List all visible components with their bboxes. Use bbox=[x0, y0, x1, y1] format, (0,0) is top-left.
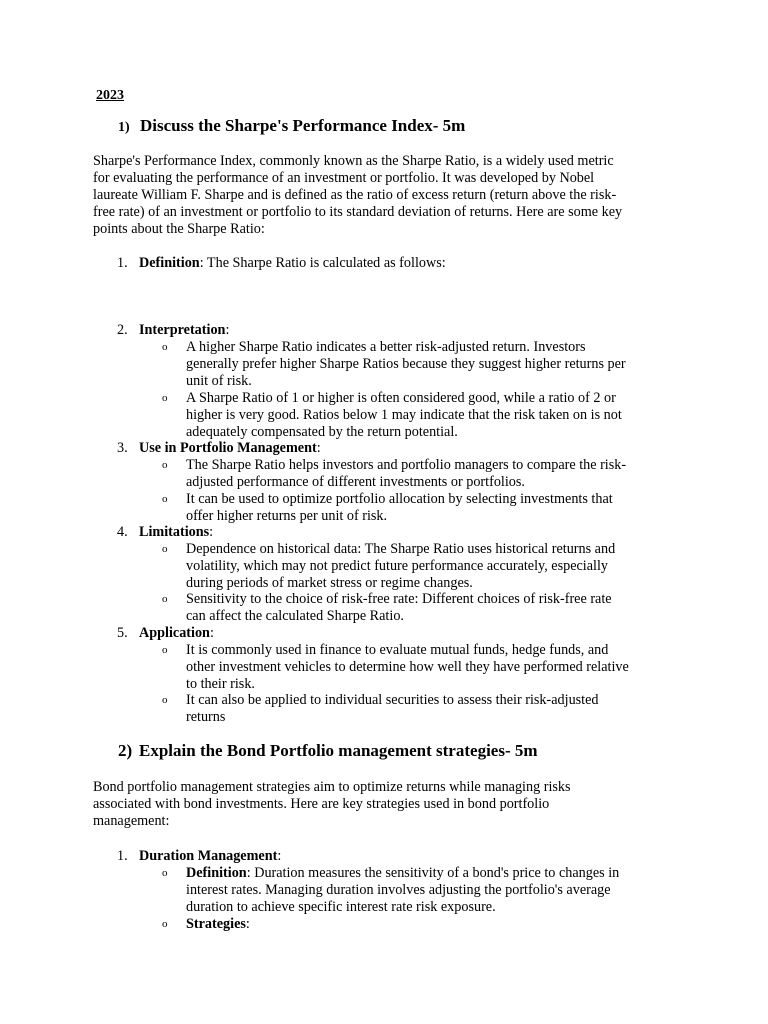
list-item-duration-management bbox=[117, 848, 281, 865]
question-title: Explain the Bond Portfolio management strategies- 5m bbox=[139, 741, 538, 760]
bullet-icon: o bbox=[162, 694, 168, 706]
text-line: The Sharpe Ratio helps investors and portfolio managers to compare the risk- bbox=[186, 457, 627, 473]
item-number: 3. bbox=[117, 440, 128, 456]
text-line: laureate William F. Sharpe and is defined as the ratio of excess return (return above the risk- bbox=[93, 187, 617, 203]
item-label: Application bbox=[139, 625, 210, 641]
text-line: offer higher returns per unit of risk. bbox=[186, 508, 388, 524]
item-number: 5. bbox=[117, 625, 128, 641]
item-label: Limitations bbox=[139, 524, 210, 540]
text-line: to their risk. bbox=[186, 676, 255, 692]
list-item-limitations bbox=[117, 524, 213, 541]
text-line: during periods of market stress or regime changes. bbox=[186, 575, 473, 591]
text-line: higher is very good. Ratios below 1 may indicate that the risk taken on is not bbox=[186, 407, 622, 423]
item-label: Use in Portfolio Management bbox=[139, 440, 317, 456]
item-text: : bbox=[209, 524, 214, 540]
item-text: : bbox=[225, 322, 230, 338]
question-number: 2) bbox=[118, 741, 133, 760]
text-line: volatility, which may not predict future performance accurately, especially bbox=[186, 558, 609, 574]
item-text: : bbox=[316, 440, 321, 456]
item-text: : bbox=[277, 848, 282, 864]
item-label: Strategies bbox=[186, 916, 246, 932]
text-line: unit of risk. bbox=[186, 373, 252, 389]
item-label: Duration Management bbox=[139, 848, 278, 864]
text-line: interest rates. Managing duration involves adjusting the portfolio's average bbox=[186, 882, 611, 898]
item-text: : The Sharpe Ratio is calculated as follows: bbox=[199, 255, 446, 271]
item-label: Definition bbox=[186, 865, 247, 881]
item-number: 4. bbox=[117, 524, 128, 540]
text-line: free rate) of an investment or portfolio to its standard deviation of returns. Here are some key bbox=[93, 204, 623, 220]
text-line: associated with bond investments. Here are key strategies used in bond portfolio bbox=[93, 796, 550, 812]
text-line: It can be used to optimize portfolio allocation by selecting investments that bbox=[186, 491, 613, 507]
text-line: other investment vehicles to determine how well they have performed relative bbox=[186, 659, 629, 675]
text-line: A higher Sharpe Ratio indicates a better risk-adjusted return. Investors bbox=[186, 339, 586, 355]
text-line: points about the Sharpe Ratio: bbox=[93, 221, 265, 237]
text-line: generally prefer higher Sharpe Ratios because they suggest higher returns per bbox=[186, 356, 626, 372]
list-item-definition bbox=[117, 255, 446, 272]
text-line: A Sharpe Ratio of 1 or higher is often considered good, while a ratio of 2 or bbox=[186, 390, 616, 406]
text-line: can affect the calculated Sharpe Ratio. bbox=[186, 608, 404, 624]
bullet-icon: o bbox=[162, 918, 168, 930]
bullet-icon: o bbox=[162, 341, 168, 353]
list-item-interpretation bbox=[117, 322, 229, 339]
text-line: management: bbox=[93, 813, 170, 829]
item-text: : bbox=[245, 916, 250, 932]
bullet-icon: o bbox=[162, 543, 168, 555]
question-number: 1) bbox=[118, 120, 130, 135]
bullet-icon: o bbox=[162, 644, 168, 656]
text-line: Dependence on historical data: The Sharpe Ratio uses historical returns and bbox=[186, 541, 616, 557]
q1-intro-paragraph bbox=[93, 153, 683, 238]
item-text: : bbox=[209, 625, 214, 641]
text-line: : Duration measures the sensitivity of a bond's price to changes in bbox=[246, 865, 620, 881]
bullet-icon: o bbox=[162, 593, 168, 605]
text-line: returns bbox=[186, 709, 226, 725]
question-title: Discuss the Sharpe's Performance Index- 5m bbox=[140, 116, 466, 135]
text-line: duration to achieve specific interest rate risk exposure. bbox=[186, 899, 496, 915]
text-line: Sharpe's Performance Index, commonly known as the Sharpe Ratio, is a widely used metric bbox=[93, 153, 614, 169]
text-line: for evaluating the performance of an investment or portfolio. It was developed by Nobel bbox=[93, 170, 595, 186]
text-line: adequately compensated by the return potential. bbox=[186, 424, 458, 440]
bullet-icon: o bbox=[162, 493, 168, 505]
text-line: It can also be applied to individual securities to assess their risk-adjusted bbox=[186, 692, 599, 708]
text-line: adjusted performance of different investments or portfolios. bbox=[186, 474, 525, 490]
year-heading: 2023 bbox=[96, 88, 124, 103]
question-1-heading bbox=[118, 116, 465, 136]
text-line: Bond portfolio management strategies aim to optimize returns while managing risks bbox=[93, 779, 571, 795]
list-item-application bbox=[117, 625, 214, 642]
item-number: 1. bbox=[117, 255, 128, 271]
item-label: Definition bbox=[139, 255, 200, 271]
bullet-icon: o bbox=[162, 867, 168, 879]
bullet-icon: o bbox=[162, 392, 168, 404]
item-number: 2. bbox=[117, 322, 128, 338]
question-2-heading bbox=[118, 741, 538, 761]
q2-intro-paragraph bbox=[93, 779, 683, 830]
text-line: It is commonly used in finance to evaluate mutual funds, hedge funds, and bbox=[186, 642, 609, 658]
bullet-icon: o bbox=[162, 459, 168, 471]
item-label: Interpretation bbox=[139, 322, 226, 338]
item-number: 1. bbox=[117, 848, 128, 864]
list-item-portfolio-management bbox=[117, 440, 321, 457]
text-line: Sensitivity to the choice of risk-free rate: Different choices of risk-free rate bbox=[186, 591, 612, 607]
